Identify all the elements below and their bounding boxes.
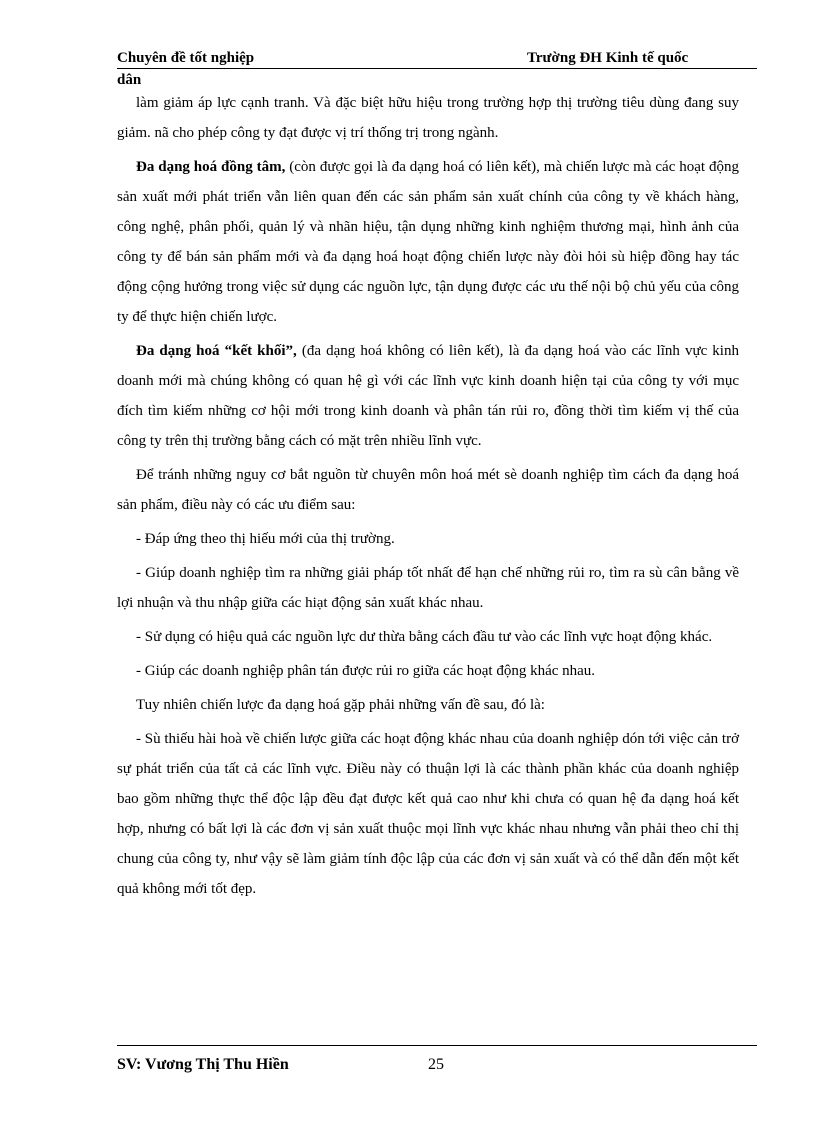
paragraph bbox=[117, 558, 739, 618]
paragraph-text: - Đáp ứng theo thị hiếu mới của thị trường. bbox=[136, 531, 395, 547]
paragraph bbox=[117, 724, 739, 904]
header-divider bbox=[117, 68, 757, 69]
paragraph bbox=[117, 656, 739, 686]
paragraph-lead: Đa dạng hoá “kết khối”, bbox=[136, 343, 297, 359]
paragraph bbox=[117, 152, 739, 332]
paragraph bbox=[117, 690, 739, 720]
page-header bbox=[117, 50, 757, 70]
footer-author: SV: Vương Thị Thu Hiền bbox=[117, 1056, 289, 1073]
paragraph bbox=[117, 524, 739, 554]
paragraph-text: (đa dạng hoá không có liên kết), là đa dạng hoá vào các lĩnh vực kinh doanh mới mà chúng không có quan hệ gì với các lĩnh vực kinh doanh hiện tại của công ty với mục đích tìm kiếm những cơ hội mới trong kinh doanh và phân tán rủi ro, đồng thời tìm kiếm vị thế của công ty trên thị trường bằng cách có mặt trên nhiều lĩnh vực. bbox=[117, 343, 739, 449]
paragraph-lead: Đa dạng hoá đồng tâm, bbox=[136, 159, 286, 175]
paragraph-text: - Sử dụng có hiệu quả các nguồn lực dư thừa bằng cách đầu tư vào các lĩnh vực hoạt động khác. bbox=[136, 629, 713, 645]
paragraph-text: - Giúp doanh nghiệp tìm ra những giải pháp tốt nhất để hạn chế những rủi ro, tìm ra sù cân bằng về lợi nhuận và thu nhập giữa các hiạt động sản xuất khác nhau. bbox=[117, 565, 739, 611]
document-body bbox=[117, 88, 739, 908]
page-number: 25 bbox=[428, 1056, 444, 1073]
header-title: Chuyên đề tốt nghiệp bbox=[117, 50, 255, 66]
footer-divider bbox=[117, 1045, 757, 1046]
paragraph-text: (còn được gọi là đa dạng hoá có liên kết), mà chiến lược mà các hoạt động sản xuất mới phát triển vẫn liên quan đến các sản phẩm sản xuất chính của công ty về khách hàng, công nghệ, phân phối, quản lý và nhãn hiệu, tận dụng những kinh nghiệm thương mại, hình ảnh của công ty để bán sản phẩm mới và đa dạng hoá hoạt động chiến lược này đòi hỏi sù hiệp đồng hay tác động cộng hưởng trong việc sử dụng các nguồn lực, tận dụng được các ưu thế nội bộ chủ yếu của công ty để thực hiện chiến lược. bbox=[117, 159, 739, 325]
header-school: Trường ĐH Kinh tế quốc bbox=[527, 50, 689, 66]
header-school-continuation: dân bbox=[117, 72, 142, 88]
paragraph-text: - Sù thiếu hài hoà về chiến lược giữa các hoạt động khác nhau của doanh nghiệp dón tới việc cản trở sự phát triển của tất cả các lĩnh vực. Điều này có thuận lợi là các thành phần khác của doanh nghiệp bao gồm những thực thể độc lập đều đạt được kết quả cao như khi chưa có quan hệ đa dạng hoá kết hợp, nhưng có bất lợi là các đơn vị sản xuất thuộc mọi lĩnh vực khác nhau nhưng vẫn phải theo chỉ thị chung của công ty, như vậy sẽ làm giảm tính độc lập của các đơn vị sản xuất và có thể dẫn đến một kết quả không mới tốt đẹp. bbox=[117, 731, 739, 897]
paragraph-text: Tuy nhiên chiến lược đa dạng hoá gặp phải những vấn đề sau, đó là: bbox=[136, 697, 545, 713]
paragraph-text: - Giúp các doanh nghiệp phân tán được rủi ro giữa các hoạt động khác nhau. bbox=[136, 663, 596, 679]
paragraph bbox=[117, 336, 739, 456]
paragraph-text: làm giảm áp lực cạnh tranh. Và đặc biệt hữu hiệu trong trường hợp thị trường tiêu dùng đang suy giảm. nã cho phép công ty đạt được vị trí thống trị trong ngành. bbox=[117, 95, 739, 141]
paragraph-text: Để tránh những nguy cơ bắt nguồn từ chuyên môn hoá mét sè doanh nghiệp tìm cách đa dạng hoá sản phẩm, điều này có các ưu điểm sau: bbox=[117, 467, 739, 513]
paragraph bbox=[117, 622, 739, 652]
paragraph bbox=[117, 88, 739, 148]
paragraph bbox=[117, 460, 739, 520]
